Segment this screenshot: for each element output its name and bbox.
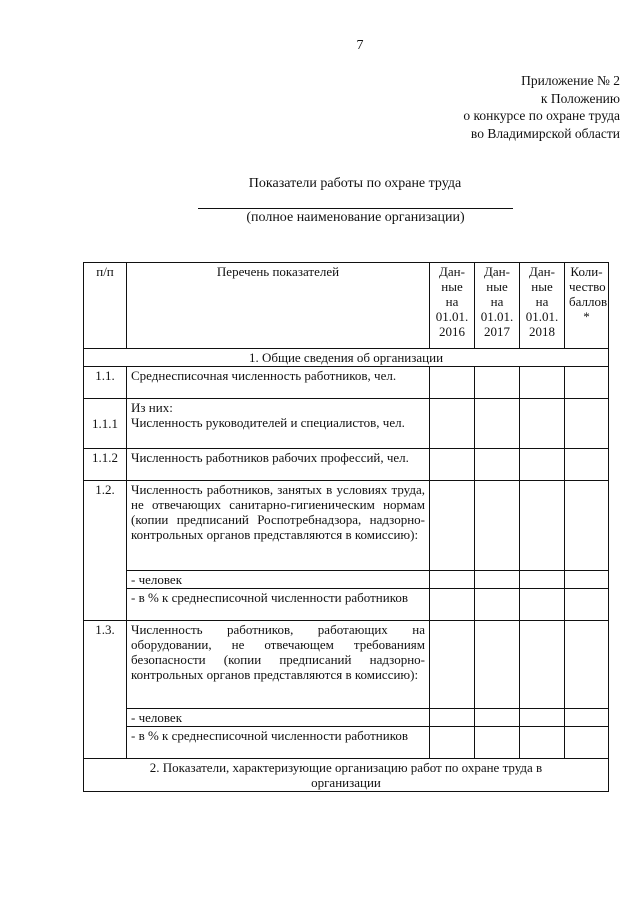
header-row xyxy=(84,263,609,349)
appendix-line-3: о конкурсе по охране труда xyxy=(463,108,620,123)
row-indicator: Численность работников рабочих профессий, чел. xyxy=(127,449,430,481)
data-cell[interactable] xyxy=(520,449,565,481)
appendix-line-4: во Владимирской области xyxy=(470,125,620,141)
data-cell[interactable] xyxy=(475,589,520,621)
table-row xyxy=(84,399,609,449)
page-number: 7 xyxy=(356,38,364,53)
row-indicator: - в % к среднесписочной численности работников xyxy=(127,589,430,621)
header-indicators: Перечень показателей xyxy=(127,263,430,349)
table-row xyxy=(84,727,609,759)
data-cell[interactable] xyxy=(520,709,565,727)
data-cell[interactable] xyxy=(430,449,475,481)
data-cell[interactable] xyxy=(520,571,565,589)
data-cell[interactable] xyxy=(565,589,609,621)
table-row xyxy=(84,709,609,727)
data-cell[interactable] xyxy=(565,621,609,709)
data-cell[interactable] xyxy=(520,621,565,709)
table-row xyxy=(84,449,609,481)
data-cell[interactable] xyxy=(565,571,609,589)
appendix-line-2: к Положению xyxy=(540,90,620,106)
table-row xyxy=(84,621,609,709)
data-cell[interactable] xyxy=(430,727,475,759)
data-cell[interactable] xyxy=(520,367,565,399)
header-data-2016: Дан- ные на 01.01. 2016 xyxy=(430,263,475,349)
data-cell[interactable] xyxy=(475,727,520,759)
header-num: п/п xyxy=(84,263,127,349)
appendix-block xyxy=(463,72,620,142)
row-indicator: - человек xyxy=(127,571,430,589)
data-cell[interactable] xyxy=(565,449,609,481)
data-cell[interactable] xyxy=(565,727,609,759)
row-indicator: Численность работников, работающих на оборудовании, не отвечающем требованиям безопасности (копии предписаний надзорно-контрольных органов представляются в комиссию): xyxy=(127,621,430,709)
row-number: 1.2. xyxy=(84,481,127,621)
section-row xyxy=(84,349,609,367)
row-number: 1.1. xyxy=(84,367,127,399)
data-cell[interactable] xyxy=(430,399,475,449)
section-1-title: 1. Общие сведения об организации xyxy=(84,349,609,367)
data-cell[interactable] xyxy=(520,589,565,621)
data-cell[interactable] xyxy=(475,449,520,481)
organization-caption: (полное наименование организации) xyxy=(246,210,465,225)
data-cell[interactable] xyxy=(430,709,475,727)
section-2-title: 2. Показатели, характеризующие организацию работ по охране труда в организации xyxy=(84,759,609,792)
row-indicator: Из них: Численность руководителей и специалистов, чел. xyxy=(127,399,430,449)
data-cell[interactable] xyxy=(475,621,520,709)
row-indicator: Численность работников, занятых в условиях труда, не отвечающих санитарно-гигиеническим нормам (копии предписаний Роспотребнадзора, надзорно-контрольных органов представляются в комиссию): xyxy=(127,481,430,571)
data-cell[interactable] xyxy=(475,399,520,449)
document-title: Показатели работы по охране труда xyxy=(248,176,462,191)
row-indicator: - человек xyxy=(127,709,430,727)
row-number: 1.3. xyxy=(84,621,127,759)
organization-name-line xyxy=(198,208,513,209)
data-cell[interactable] xyxy=(475,571,520,589)
table-row xyxy=(84,589,609,621)
data-cell[interactable] xyxy=(430,621,475,709)
table-row xyxy=(84,481,609,571)
data-cell[interactable] xyxy=(430,571,475,589)
data-cell[interactable] xyxy=(565,709,609,727)
header-data-2017: Дан- ные на 01.01. 2017 xyxy=(475,263,520,349)
data-cell[interactable] xyxy=(520,481,565,571)
row-indicator: Среднесписочная численность работников, чел. xyxy=(127,367,430,399)
row-indicator: - в % к среднесписочной численности работников xyxy=(127,727,430,759)
table-row xyxy=(84,367,609,399)
appendix-line-1: Приложение № 2 xyxy=(521,73,620,88)
data-cell[interactable] xyxy=(475,367,520,399)
data-cell[interactable] xyxy=(475,481,520,571)
data-cell[interactable] xyxy=(475,709,520,727)
section-row xyxy=(84,759,609,792)
data-cell[interactable] xyxy=(520,399,565,449)
data-cell[interactable] xyxy=(520,727,565,759)
header-score: Коли- чество баллов * xyxy=(565,263,609,349)
header-data-2018: Дан- ные на 01.01. 2018 xyxy=(520,263,565,349)
table-row xyxy=(84,571,609,589)
indicators-table xyxy=(83,262,609,792)
data-cell[interactable] xyxy=(430,481,475,571)
data-cell[interactable] xyxy=(565,481,609,571)
data-cell[interactable] xyxy=(430,367,475,399)
data-cell[interactable] xyxy=(430,589,475,621)
row-number: 1.1.1 xyxy=(84,399,127,449)
data-cell[interactable] xyxy=(565,367,609,399)
row-number: 1.1.2 xyxy=(84,449,127,481)
data-cell[interactable] xyxy=(565,399,609,449)
